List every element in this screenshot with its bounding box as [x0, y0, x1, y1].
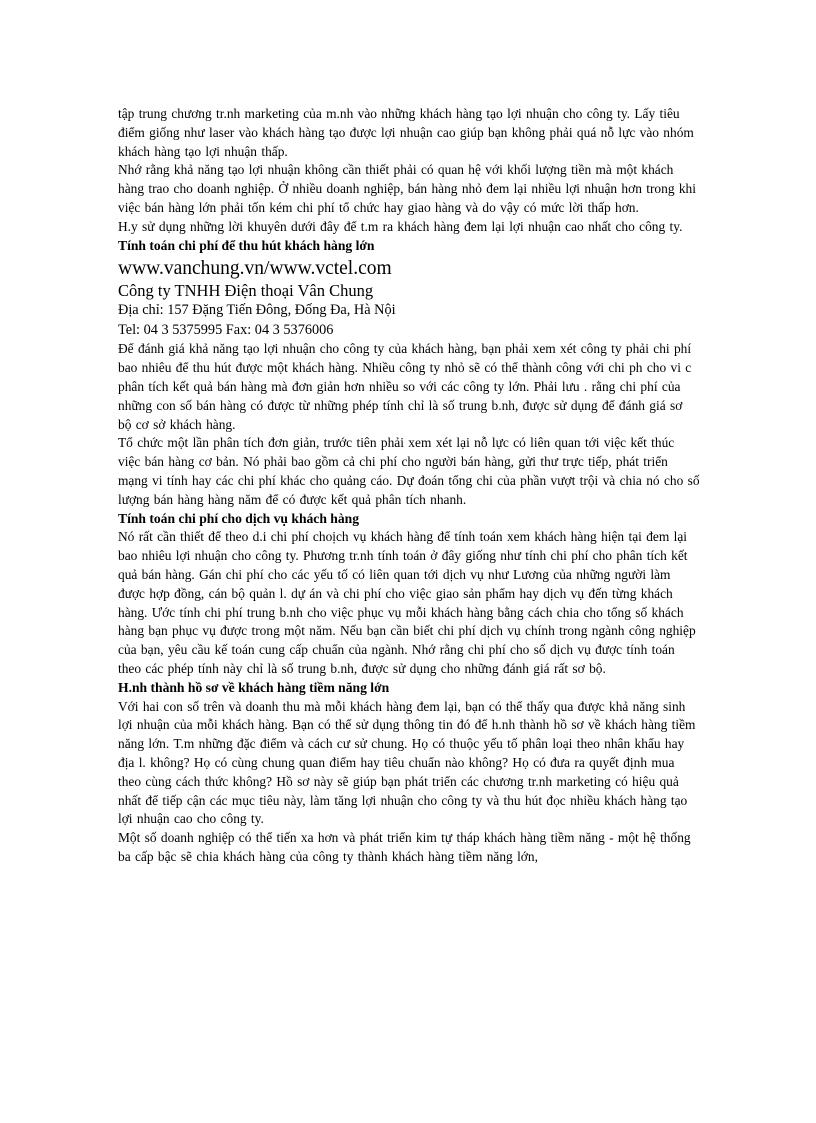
paragraph-profile: Với hai con số trên và doanh thu mà mỗi khách hàng đem lại, bạn có thể thấy qua được khả năng sinh lợi nhuận của mỗi khách hàng. Bạn có thể sử dụng thông tin đó để h.nh thành hồ sơ về khách hàng tiềm năng lớn. T.m những đặc điểm và cách cư sử chung. Họ có thuộc yếu tố phân loại theo nhân khẩu hay địa l. không? Họ có cùng chung quan điểm hay tiêu chuẩn nào không? Họ có đưa ra quyết định mua theo cùng cách thức không? Hồ sơ này sẽ giúp bạn phát triển các chương tr.nh marketing có hiệu quả nhất để tiếp cận các mục tiêu này, làm tăng lợi nhuận cho công ty và thu hút đọc nhiều khách hàng tạo lợi nhuận cao cho công ty. — [118, 698, 696, 827]
paragraph-analysis: Tổ chức một lần phân tích đơn giản, trước tiên phải xem xét lại nỗ lực có liên quan tới việc kết thúc việc bán hàng cơ bản. Nó phải bao gồm cả chi phí cho người bán hàng, gửi thư trực tiếp, phát triển mạng vi tính hay các chi phí khác cho quảng cáo. Dự đoán tổng chi của phần vượt trội và chia nó cho số lượng bán hàng hàng năm để có được kết quả phân tích nhanh. — [118, 435, 700, 507]
paragraph-evaluate: Để đánh giá khả năng tạo lợi nhuận cho công ty của khách hàng, bạn phải xem xét công ty phải chi phí bao nhiêu để thu hút được một khách hàng. Nhiều công ty nhỏ sẽ có thể thành công với chi ph cho vi c phân tích kết quả bán hàng mà đơn giản hơn nhiều so với các công ty lớn. Phải lưu . rằng chi phí của những con số bán hàng có được từ những phép tính chỉ là số trung b.nh, được sử dụng để đánh giá sơ bộ cơ sở khách hàng. — [118, 341, 692, 432]
website-line: www.vanchung.vn/www.vctel.com — [118, 258, 392, 280]
paragraph-advice: H.y sử dụng những lời khuyên dưới đây để t.m ra khách hàng đem lại lợi nhuận cao nhất cho công ty. — [118, 218, 683, 234]
paragraph-service: Nó rất cần thiết để theo d.i chi phí choịch vụ khách hàng để tính toán xem khách hàng hiện tại đem lại bao nhiêu lợi nhuận cho công ty. Phương tr.nh tính toán ở đây giống như tính chi phí cho phân tích kết quả bán hàng. Gán chi phí cho các yếu tố có liên quan tới dịch vụ như Lương của những người làm được hợp đồng, cán bộ quản l. dự án và chi phí cho việc giao sản phẩm hay dịch vụ đến từng khách hàng. Ước tính chi phí trung b.nh cho việc phục vụ mỗi khách hàng bằng cách chia cho tổng số khách hàng bạn phục vụ được trong một năm. Nếu bạn cần biết chi phí dịch vụ chính trong ngành công nghiệp của bạn, yêu cầu kế toán cung cấp chuẩn của ngành. Nhớ rằng chi phí cho số dịch vụ được tính toán theo các phép tính này chỉ là số trung b.nh, được sử dụng cho những đánh giá rất sơ bộ. — [118, 529, 696, 676]
paragraph-intro: tập trung chương tr.nh marketing của m.nh vào những khách hàng tạo lợi nhuận cho công ty. Lấy tiêu điểm giống như laser vào khách hàng tạo được lợi nhuận cao giúp bạn không phải quá nỗ lực vào nhóm khách hàng tạo lợi nhuận thấp. — [118, 106, 694, 159]
heading-service-cost: Tính toán chi phí cho dịch vụ khách hàng — [118, 510, 360, 526]
company-name: Công ty TNHH Điện thoại Vân Chung — [118, 281, 374, 301]
heading-attract-cost: Tính toán chi phí để thu hút khách hàng lớn — [118, 237, 375, 253]
company-address: Địa chỉ: 157 Đặng Tiến Đông, Đống Đa, Hà Nội — [118, 302, 396, 319]
paragraph-pyramid: Một số doanh nghiệp có thể tiến xa hơn và phát triển kim tự tháp khách hàng tiềm năng - một hệ thống ba cấp bậc sẽ chia khách hàng của công ty thành khách hàng tiềm năng lớn, — [118, 830, 691, 864]
company-phone: Tel: 04 3 5375995 Fax: 04 3 5376006 — [118, 321, 334, 338]
document-page — [118, 105, 700, 867]
heading-profile: H.nh thành hồ sơ về khách hàng tiềm năng lớn — [118, 679, 390, 695]
paragraph-profit-note: Nhớ rằng khả năng tạo lợi nhuận không cần thiết phải có quan hệ với khối lượng tiền mà một khách hàng trao cho doanh nghiệp. Ở nhiều doanh nghiệp, bán hàng nhỏ đem lại nhiều lợi nhuận hơn trong khi việc bán hàng lớn phải tốn kém chi phí tổ chức hay giao hàng và do vậy có mức lời thấp hơn. — [118, 162, 696, 215]
